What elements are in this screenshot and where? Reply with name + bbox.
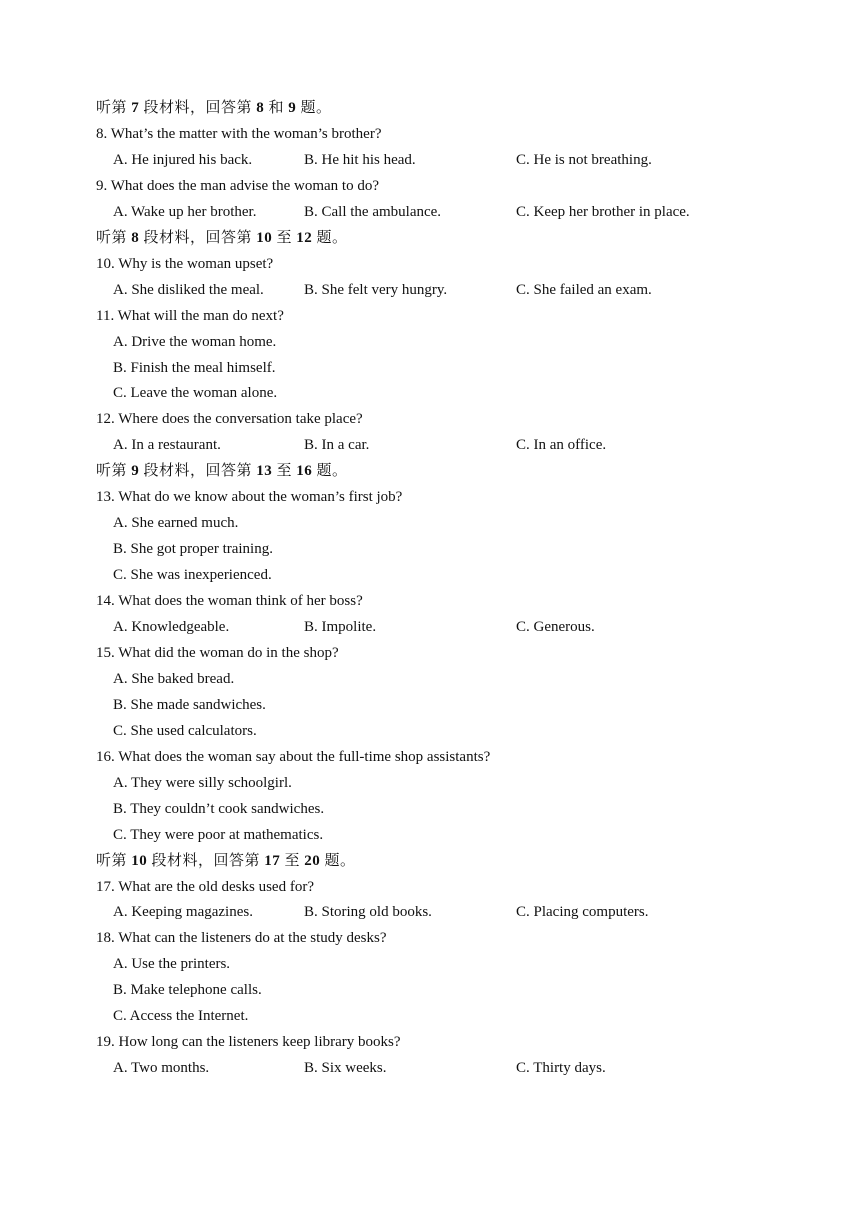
option-c: C. Thirty days. xyxy=(516,1060,606,1077)
option-line xyxy=(0,537,860,561)
question-text: 12. Where does the conversation take place? xyxy=(96,411,363,428)
option-c: C. Generous. xyxy=(516,619,595,635)
question-text: 16. What does the woman say about the full-time shop assistants? xyxy=(96,748,491,765)
question-text: 9. What does the man advise the woman to do? xyxy=(96,177,379,194)
option-b: B. Storing old books. xyxy=(304,904,432,921)
option-a: A. Keeping magazines. xyxy=(113,904,253,921)
instruction-prefix: 听第 xyxy=(96,463,132,480)
option-b: B. Make telephone calls. xyxy=(113,982,262,999)
option-a: A. She disliked the meal. xyxy=(113,281,264,298)
instruction-conjunction: 至 xyxy=(280,852,305,869)
option-line xyxy=(0,1004,860,1028)
option-c: C. Keep her brother in place. xyxy=(516,203,690,220)
question-stem xyxy=(0,407,860,431)
option-b: B. She made sandwiches. xyxy=(113,696,266,713)
option-b: B. He hit his head. xyxy=(304,151,416,168)
question-range-start: 8 xyxy=(256,100,265,116)
option-a: A. Two months. xyxy=(113,1060,210,1077)
question-stem xyxy=(0,875,860,899)
question-text: 15. What did the woman do in the shop? xyxy=(96,644,339,661)
instruction-suffix: 题。 xyxy=(296,100,332,116)
option-line xyxy=(0,978,860,1002)
option-c: C. She was inexperienced. xyxy=(113,567,272,584)
option-line xyxy=(0,330,860,354)
option-c: C. Leave the woman alone. xyxy=(113,385,278,402)
instruction-text xyxy=(96,459,348,483)
question-stem xyxy=(0,926,860,950)
option-a: A. Drive the woman home. xyxy=(113,333,277,350)
instruction-conjunction: 至 xyxy=(272,229,297,246)
option-b: B. They couldn’t cook sandwiches. xyxy=(113,800,325,817)
option-b: B. Finish the meal himself. xyxy=(113,359,276,376)
option-c: C. They were poor at mathematics. xyxy=(113,826,324,843)
option-line xyxy=(0,381,860,405)
options-row xyxy=(0,278,860,302)
instruction-suffix: 题。 xyxy=(312,229,348,246)
option-b: B. She got proper training. xyxy=(113,541,273,558)
options-row xyxy=(0,1056,860,1080)
instruction-middle: 段材料，回答第 xyxy=(139,463,257,480)
question-text: 14. What does the woman think of her boss? xyxy=(96,593,363,609)
options-row xyxy=(0,900,860,924)
instruction-prefix: 听第 xyxy=(96,100,132,116)
instruction-conjunction: 至 xyxy=(272,463,297,480)
instruction-text xyxy=(96,226,348,250)
option-a: A. In a restaurant. xyxy=(113,437,221,454)
option-a: A. Use the printers. xyxy=(113,956,231,973)
option-c: C. He is not breathing. xyxy=(516,151,652,168)
question-range-start: 10 xyxy=(256,229,273,246)
question-text: 10. Why is the woman upset? xyxy=(96,255,274,272)
question-text: 13. What do we know about the woman’s first job? xyxy=(96,489,403,506)
options-row xyxy=(0,200,860,224)
option-b: B. Impolite. xyxy=(304,619,377,635)
option-line xyxy=(0,563,860,587)
question-range-end: 20 xyxy=(304,852,321,869)
option-a: A. Wake up her brother. xyxy=(113,203,257,220)
option-a: A. Knowledgeable. xyxy=(113,619,230,635)
section-instruction xyxy=(0,849,860,873)
question-text: 18. What can the listeners do at the study desks? xyxy=(96,930,387,947)
instruction-text xyxy=(96,96,332,120)
option-line xyxy=(0,771,860,795)
instruction-middle: 段材料，回答第 xyxy=(139,229,257,246)
question-range-start: 13 xyxy=(256,463,273,480)
question-stem xyxy=(0,122,860,146)
option-c: C. She used calculators. xyxy=(113,722,257,739)
option-line xyxy=(0,356,860,380)
option-line xyxy=(0,797,860,821)
option-c: C. Placing computers. xyxy=(516,904,649,921)
option-c: C. Access the Internet. xyxy=(113,1008,249,1025)
question-range-end: 12 xyxy=(296,229,313,246)
segment-number: 10 xyxy=(131,852,148,869)
option-b: B. Six weeks. xyxy=(304,1060,387,1077)
option-a: A. She earned much. xyxy=(113,515,239,532)
question-stem xyxy=(0,745,860,769)
segment-number: 9 xyxy=(131,463,140,480)
option-line xyxy=(0,693,860,717)
option-c: C. In an office. xyxy=(516,437,607,454)
instruction-suffix: 题。 xyxy=(320,852,356,869)
question-stem xyxy=(0,485,860,509)
option-a: A. He injured his back. xyxy=(113,151,253,168)
question-stem xyxy=(0,1030,860,1054)
option-a: A. They were silly schoolgirl. xyxy=(113,774,292,791)
instruction-prefix: 听第 xyxy=(96,852,132,869)
question-stem xyxy=(0,641,860,665)
option-b: B. Call the ambulance. xyxy=(304,203,442,220)
option-b: B. She felt very hungry. xyxy=(304,281,448,298)
option-b: B. In a car. xyxy=(304,437,370,454)
question-range-start: 17 xyxy=(264,852,281,869)
options-row xyxy=(0,433,860,457)
instruction-middle: 段材料，回答第 xyxy=(139,100,257,116)
question-stem xyxy=(0,304,860,328)
segment-number: 8 xyxy=(131,229,140,246)
instruction-prefix: 听第 xyxy=(96,229,132,246)
instruction-text xyxy=(96,849,356,873)
section-instruction xyxy=(0,459,860,483)
segment-number: 7 xyxy=(131,100,140,116)
option-line xyxy=(0,667,860,691)
option-line xyxy=(0,719,860,743)
instruction-middle: 段材料，回答第 xyxy=(147,852,265,869)
instruction-conjunction: 和 xyxy=(264,100,289,116)
options-row xyxy=(0,148,860,172)
option-line xyxy=(0,952,860,976)
instruction-suffix: 题。 xyxy=(312,463,348,480)
section-instruction xyxy=(0,226,860,250)
question-range-end: 9 xyxy=(288,100,297,116)
option-c: C. She failed an exam. xyxy=(516,281,652,298)
options-row xyxy=(0,615,860,639)
question-text: 8. What’s the matter with the woman’s brother? xyxy=(96,126,382,142)
question-stem xyxy=(0,174,860,198)
section-instruction xyxy=(0,96,860,120)
question-stem xyxy=(0,589,860,613)
question-stem xyxy=(0,252,860,276)
option-a: A. She baked bread. xyxy=(113,670,235,687)
option-line xyxy=(0,511,860,535)
option-line xyxy=(0,823,860,847)
question-text: 11. What will the man do next? xyxy=(96,307,284,324)
question-range-end: 16 xyxy=(296,463,313,480)
question-text: 19. How long can the listeners keep library books? xyxy=(96,1034,401,1051)
question-text: 17. What are the old desks used for? xyxy=(96,878,314,895)
